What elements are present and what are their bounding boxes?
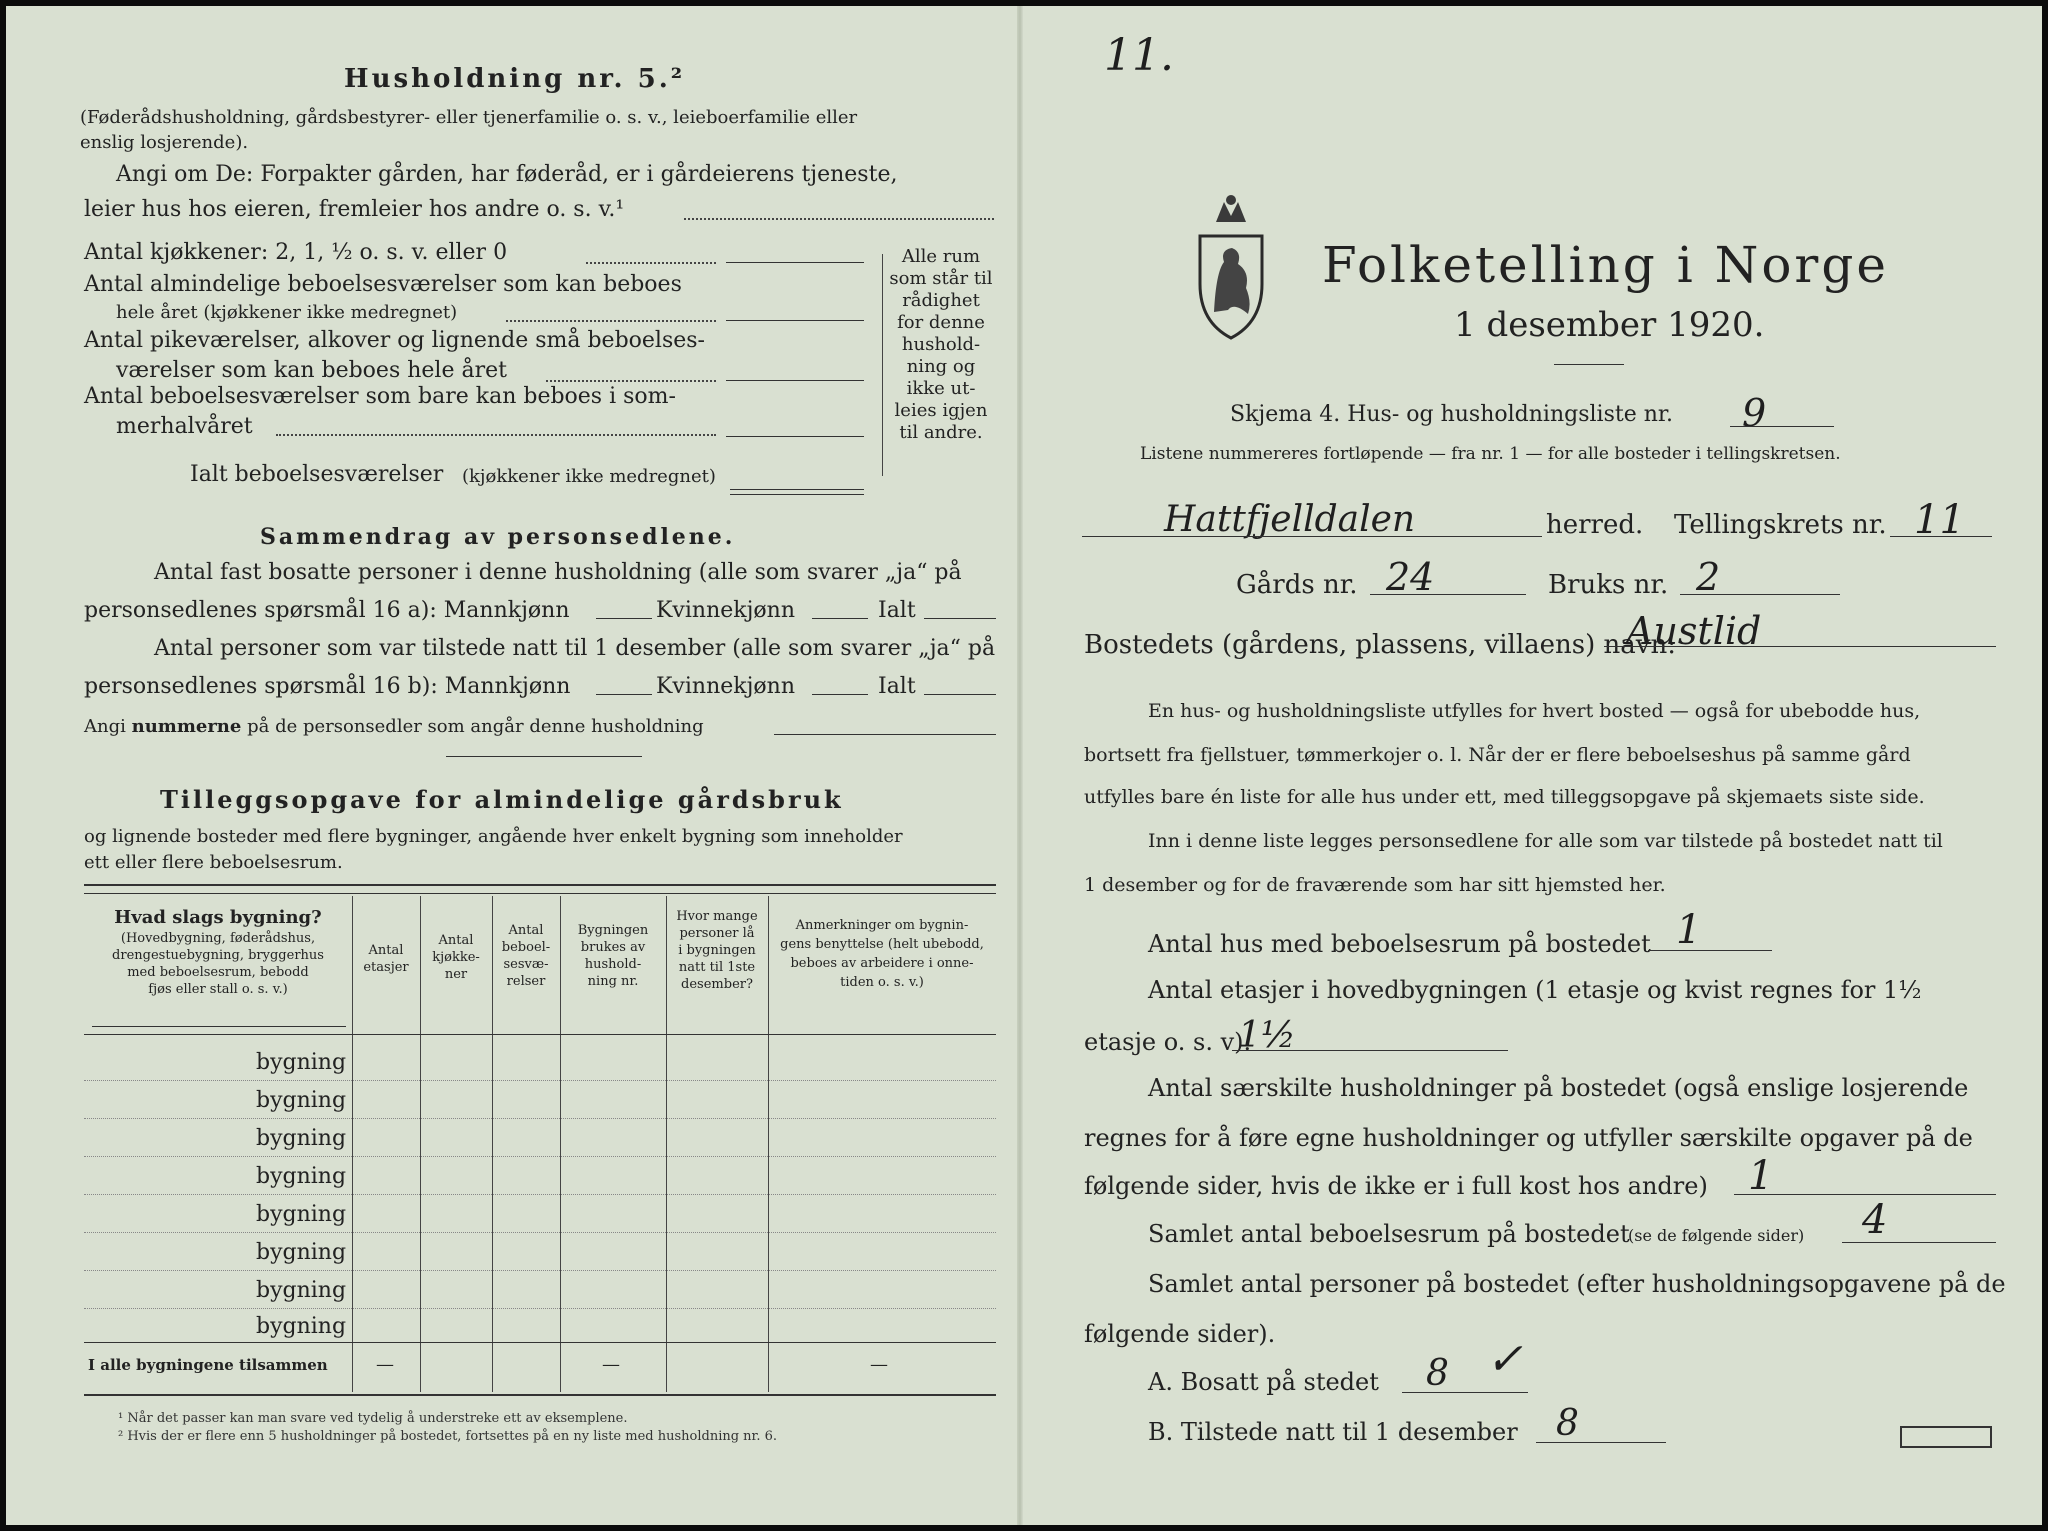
brace (882, 254, 883, 476)
hele-aret-label-2: værelser som kan beboes hele året (116, 358, 507, 383)
total-row-line (84, 1342, 996, 1343)
bosted-label: Bostedets (gårdens, plassens, villaens) navn: (1084, 630, 1676, 660)
answer-line (1734, 1194, 1996, 1195)
ialt-note: (kjøkkener ikke medregnet) (462, 466, 716, 487)
pikevarelser-label: Antal pikeværelser, alkover og lignende små beboelses- (84, 328, 705, 353)
listene-note: Listene nummereres fortløpende — fra nr. 1 — for alle bosteder i tellingskretsen. (1140, 444, 1841, 464)
angi-nummerne: Angi nummerne på de personsedler som angår denne husholdning (84, 716, 704, 737)
answer-line (1402, 1392, 1528, 1393)
para2-line2: 1 desember og for de fraværende som har sitt hjemsted her. (1084, 874, 1666, 896)
bygning-row: bygning (84, 1156, 996, 1195)
personer-line2: følgende sider). (1084, 1320, 1276, 1348)
answer-line (1890, 536, 1992, 537)
answer-line (1604, 646, 1996, 647)
bygning-row: bygning (256, 1314, 347, 1339)
printer-stamp (1900, 1426, 1992, 1448)
building-table (84, 884, 996, 1396)
answer-line (1842, 1242, 1996, 1243)
bygning-row: bygning (84, 1270, 996, 1309)
total-dash: — (602, 1354, 620, 1375)
hus-label: Antal hus med beboelsesrum på bostedet (1148, 930, 1651, 958)
husholdninger-value: 1 (1748, 1153, 1774, 1199)
header-bygning: Hvad slags bygning? (Hovedbygning, føderådshus, drengestuebygning, bryggerhus med beboelsesrum, bebodd fjøs eller stall o. s. v.) (112, 907, 324, 997)
answer-line (924, 618, 996, 619)
header-anmerkninger: Anmerkninger om bygnin- gens benyttelse (helt ubebodd, beboes av arbeidere i onne- tiden o. s. v.) (780, 918, 984, 990)
tillegg-2: ett eller flere beboelsesrum. (84, 852, 343, 873)
para1-line1: En hus- og husholdningsliste utfylles for hvert bosted — også for ubebodde hus, (1148, 700, 1921, 722)
tilstede-label: B. Tilstede natt til 1 desember (1148, 1418, 1518, 1446)
krets-value: 11 (1914, 497, 1965, 543)
answer-line (726, 380, 864, 381)
answer-line (924, 694, 996, 695)
census-form-sheet (6, 6, 2042, 1525)
answer-line (812, 694, 868, 695)
answer-line (1536, 1442, 1666, 1443)
dots (546, 380, 716, 382)
para1-line2: bortsett fra fjellstuer, tømmerkojer o. l. Når der er flere beboelseshus på samme gård (1084, 744, 1911, 766)
check-mark: ✓ (1486, 1334, 1523, 1385)
footnote-2: ² Hvis der er flere enn 5 husholdninger på bostedet, fortsettes på en ny liste med husholdning nr. 6. (118, 1429, 778, 1444)
bruks-label: Bruks nr. (1548, 570, 1669, 600)
answer-line (1370, 594, 1526, 595)
norway-coat-of-arms-icon (1194, 192, 1268, 342)
ialt-label-1: Ialt (878, 598, 916, 623)
side-note: Alle rum som står til rådighet for denne hushold- ning og ikke ut- leies igjen til andre. (889, 246, 993, 443)
para2-line1: Inn i denne liste legges personsedlene for alle som var tilstede på bostedet natt til (1148, 830, 1943, 852)
husholdninger-line2: regnes for å føre egne husholdninger og utfyller særskilte opgaver på de (1084, 1124, 1973, 1152)
corner-mark: 11. (1104, 30, 1174, 81)
beboelsesrum-note: (se de følgende sider) (1628, 1226, 1805, 1245)
husholdninger-line3: følgende sider, hvis de ikke er i full kost hos andre) (1084, 1172, 1708, 1200)
herred-value: Hattfjelldalen (1164, 499, 1416, 540)
etasjer-line1: Antal etasjer i hovedbygningen (1 etasje og kvist regnes for 1½ (1148, 976, 1922, 1004)
census-date: 1 desember 1920. (1454, 305, 1765, 345)
bosatt-label: A. Bosatt på stedet (1148, 1368, 1379, 1396)
sammendrag-title: Sammendrag av personsedlene. (260, 524, 736, 550)
answer-line (596, 694, 652, 695)
total-dash: — (376, 1354, 394, 1375)
sammendrag-1: Antal fast bosatte personer i denne husholdning (alle som svarer „ja“ på (154, 560, 962, 585)
bygning-row: bygning (84, 1194, 996, 1233)
skjema-label: Skjema 4. Hus- og husholdningsliste nr. (1230, 402, 1673, 427)
header-rule (92, 1026, 346, 1027)
dots (586, 262, 716, 264)
main-title: Folketelling i Norge (1322, 236, 1889, 294)
title-divider (1554, 364, 1624, 365)
ialt-label-2: Ialt (878, 674, 916, 699)
answer-line (730, 489, 864, 490)
gards-value: 24 (1386, 555, 1435, 599)
skjema-nr: 9 (1742, 391, 1767, 435)
answer-line (726, 262, 864, 263)
angi-line-2: leier hus hos eieren, fremleier hos andre o. s. v.¹ (84, 197, 625, 222)
beboelsesrum-label: Samlet antal beboelsesrum på bostedet (1148, 1220, 1630, 1248)
answer-line (812, 618, 868, 619)
dots (506, 320, 716, 322)
gards-label: Gårds nr. (1236, 570, 1358, 600)
answer-line (1730, 426, 1834, 427)
personer-line1: Samlet antal personer på bostedet (efter husholdningsopgavene på de (1148, 1270, 2006, 1298)
bruks-value: 2 (1696, 555, 1721, 599)
hele-aret-label: hele året (kjøkkener ikke medregnet) (116, 302, 458, 323)
total-row-label: I alle bygningene tilsammen (88, 1356, 328, 1374)
hus-value: 1 (1676, 907, 1702, 953)
dots (276, 434, 716, 436)
herred-label: herred. (1546, 510, 1644, 540)
tillegg-1: og lignende bosteder med flere bygninger, angående hver enkelt bygning som inneholder (84, 826, 903, 847)
total-dash: — (870, 1354, 888, 1375)
bosted-value: Austlid (1626, 609, 1762, 653)
bygning-row: bygning (84, 1232, 996, 1271)
angi-line-1: Angi om De: Forpakter gården, har føderåd, er i gårdeierens tjeneste, (116, 162, 898, 187)
table-top-double (84, 893, 996, 894)
para1-line3: utfylles bare én liste for alle hus under ett, med tilleggsopgave på skjemaets siste side. (1084, 786, 1925, 808)
sammendrag-4: personsedlenes spørsmål 16 b): Mannkjønn (84, 674, 571, 699)
answer-line (1680, 594, 1840, 595)
page-fold (1017, 6, 1023, 1525)
household-intro-2: enslig losjerende). (80, 132, 249, 153)
answer-line (726, 320, 864, 321)
etasjer-line2: etasje o. s. v). (1084, 1028, 1252, 1056)
header-beboelsesvarelser: Antal beboel- sesvæ- relser (501, 923, 551, 989)
header-etasjer: Antal etasjer (363, 943, 409, 975)
header-kjokkener: Antal kjøkke- ner (432, 933, 480, 982)
header-bottom (84, 1034, 996, 1035)
husholdninger-line1: Antal særskilte husholdninger på bostedet (også enslige losjerende (1148, 1074, 1969, 1102)
etasjer-value: 1½ (1238, 1015, 1296, 1056)
almindelige-label: Antal almindelige beboelsesværelser som kan beboes (84, 272, 682, 297)
bygning-row: bygning (84, 1042, 996, 1081)
angi-answer-line (684, 218, 994, 220)
bygning-row: bygning (84, 1080, 996, 1119)
bosatt-value: 8 (1426, 1353, 1449, 1394)
answer-line (1082, 536, 1542, 537)
tilstede-value: 8 (1556, 1403, 1579, 1444)
sommer-label: Antal beboelsesværelser som bare kan beboes i som- (84, 384, 676, 409)
answer-line-double (730, 494, 864, 495)
divider (446, 756, 642, 757)
answer-line (1232, 1050, 1508, 1051)
header-husholdning: Bygningen brukes av hushold- ning nr. (577, 923, 649, 989)
answer-line (1648, 950, 1772, 951)
header-personer: Hvor mange personer lå i bygningen natt til 1ste desember? (676, 909, 758, 992)
tillegg-title: Tilleggsopgave for almindelige gårdsbruk (160, 785, 844, 814)
answer-line (774, 734, 996, 735)
sammendrag-3: Antal personer som var tilstede natt til 1 desember (alle som svarer „ja“ på (154, 636, 996, 661)
sammendrag-2: personsedlenes spørsmål 16 a): Mannkjønn (84, 598, 570, 623)
bygning-row: bygning (84, 1118, 996, 1157)
household-title: Husholdning nr. 5.² (344, 64, 686, 94)
kvinne-label-1: Kvinnekjønn (656, 598, 795, 623)
household-intro-1: (Føderådshusholdning, gårdsbestyrer- eller tjenerfamilie o. s. v., leieboerfamilie eller (80, 107, 858, 128)
ialt-label: Ialt beboelsesværelser (190, 462, 444, 487)
kvinne-label-2: Kvinnekjønn (656, 674, 795, 699)
merhalvaret-label: merhalvåret (116, 414, 253, 439)
beboelsesrum-value: 4 (1862, 1197, 1888, 1243)
krets-label: Tellingskrets nr. (1674, 510, 1887, 540)
answer-line (596, 618, 652, 619)
kjokkener-label: Antal kjøkkener: 2, 1, ½ o. s. v. eller 0 (84, 240, 508, 265)
footnote-1: ¹ Når det passer kan man svare ved tydelig å understreke ett av eksemplene. (118, 1411, 628, 1426)
answer-line (726, 436, 864, 437)
